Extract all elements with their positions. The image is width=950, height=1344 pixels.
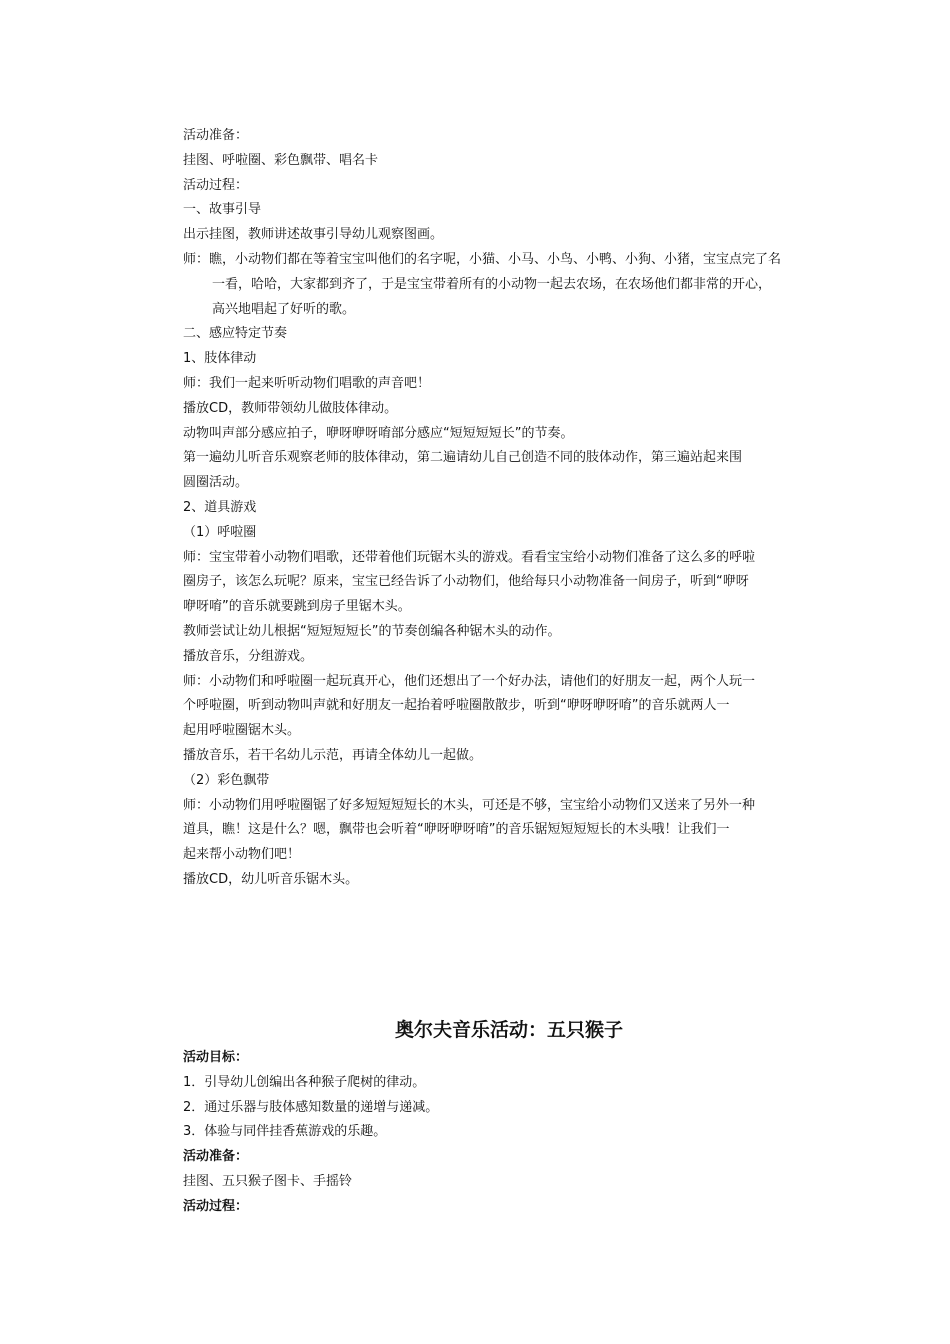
text-line: 师：瞧，小动物们都在等着宝宝叫他们的名字呢，小猫、小马、小鸟、小鸭、小狗、小猪，宝宝点完了名 [183,251,782,267]
lesson-continuation [183,124,835,893]
text-line: 师：小动物们用呼啦圈锯了好多短短短短长的木头，可还是不够，宝宝给小动物们又送来了另外一种 [183,797,756,813]
goal-item: 2．通过乐器与肢体感知数量的递增与递减。 [183,1099,439,1115]
text-line: 咿呀唷”的音乐就要跳到房子里锯木头。 [183,599,411,615]
text-line: 出示挂图，教师讲述故事引导幼儿观察图画。 [183,227,444,243]
text-line: 圆圈活动。 [183,475,249,491]
text-line: 播放CD，教师带领幼儿做肢体律动。 [183,400,398,416]
materials-line: 挂图、五只猴子图卡、手摇铃 [183,1173,353,1189]
text-line: 第一遍幼儿听音乐观察老师的肢体律动，第二遍请幼儿自己创造不同的肢体动作，第三遍站起来围 [183,450,743,466]
heading-preparation: 活动准备： [183,1149,249,1165]
heading-process: 活动过程： [183,177,249,193]
step-rhythm: 二、感应特定节奏 [183,326,288,342]
text-line-indented: 一看，哈哈，大家都到齐了，于是宝宝带着所有的小动物一起去农场，在农场他们都非常的开心， [212,276,772,292]
substep-body-movement: 1、肢体律动 [183,351,257,367]
text-line: 个呼啦圈，听到动物叫声就和好朋友一起抬着呼啦圈散散步，听到“咿呀咿呀唷”的音乐就两人一 [183,698,730,714]
text-line: 道具，瞧！这是什么？嗯，飘带也会听着“咿呀咿呀唷”的音乐锯短短短短长的木头哦！让我们一 [183,822,730,838]
goal-item: 1．引导幼儿创编出各种猴子爬树的律动。 [183,1074,426,1090]
step-story-intro: 一、故事引导 [183,202,262,218]
text-line: 师：小动物们和呼啦圈一起玩真开心，他们还想出了一个好办法，请他们的好朋友一起，两个人玩一 [183,673,756,689]
text-line: 教师尝试让幼儿根据“短短短短长”的节奏创编各种锯木头的动作。 [183,623,561,639]
text-line: 圈房子，该怎么玩呢？原来，宝宝已经告诉了小动物们，他给每只小动物准备一间房子，听到“咿呀 [183,574,749,590]
heading-process: 活动过程： [183,1198,249,1214]
text-line: 起用呼啦圈锯木头。 [183,723,301,739]
lesson-title: 奥尔夫音乐活动：五只猴子 [394,1019,623,1041]
text-line: 师：我们一起来听听动物们唱歌的声音吧！ [183,375,431,391]
text-line: 动物叫声部分感应拍子，咿呀咿呀唷部分感应“短短短短长”的节奏。 [183,425,574,441]
text-line: 播放音乐，分组游戏。 [183,648,314,664]
text-line: 播放CD，幼儿听音乐锯木头。 [183,871,359,887]
text-line: 师：宝宝带着小动物们唱歌，还带着他们玩锯木头的游戏。看看宝宝给小动物们准备了这么多的呼啦 [183,549,756,565]
substep-prop-game: 2、道具游戏 [183,499,257,515]
text-line: 播放音乐，若干名幼儿示范，再请全体幼儿一起做。 [183,747,483,763]
item-ribbon: （2）彩色飘带 [183,772,270,788]
text-line-indented: 高兴地唱起了好听的歌。 [212,301,356,317]
item-hula-hoop: （1）呼啦圈 [183,524,257,540]
text-line: 起来帮小动物们吧！ [183,847,301,863]
heading-preparation: 活动准备： [183,128,249,143]
heading-goals: 活动目标： [183,1050,249,1065]
goal-item: 3．体验与同伴挂香蕉游戏的乐趣。 [183,1124,387,1140]
materials-line: 挂图、呼啦圈、彩色飘带、唱名卡 [183,152,379,168]
lesson-five-monkeys [183,1046,835,1220]
